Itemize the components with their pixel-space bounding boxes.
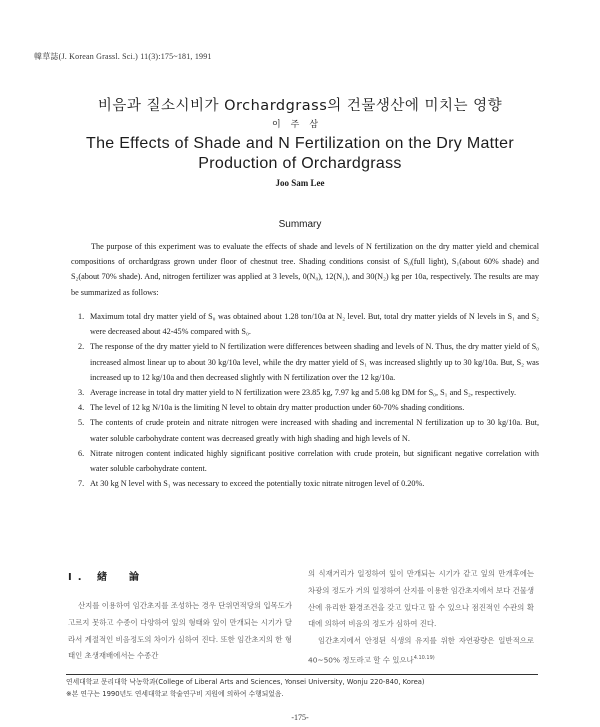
finding-number: 3. [78,388,85,398]
summary-intro: The purpose of this experiment was to evaluate the effects of shade and levels of N fertilization on the dry matter yield and chemical compositions of orchardgrass grown under floor of chestnut tree. Shading conditions consist of S₀(full light), S₁(about 60% shade) and S₂(about 70% shade). And, nitrogen fertilizer was applied at 3 levels, 0(N₀), 12(N₁), and 30(N₂) kg per 10a, respectively. The results are may be summarized as follows: [71,242,539,297]
section-heading-introduction: I. 緖 論 [68,572,146,583]
reference-superscript: 4.10.19) [413,654,435,661]
finding-item [78,309,539,339]
finding-item [78,339,539,385]
footnote [66,676,546,700]
finding-text: Nitrate nitrogen content indicated highly significant positive correlation with crude protein, but significant negative correlation with water soluble carbohydrate content. [90,448,539,474]
korean-title: 비음과 질소시비가 Orchardgrass의 건물생산에 미치는 영향 [97,98,503,114]
english-author: Joo Sam Lee [275,178,325,188]
finding-text: The response of the dry matter yield to N fertilization were differences between shading and levels of N. Thus, the dry matter yield of S₀ increased almost linear up to about 30 kg/10a level, while the dry matter yield of S₁ was increased slightly up to 30 kg/10a. But, S₂ was increased up to 12 kg/10a and then decreased slightly with N fertilization over the 12 kg/10a. [90,342,539,382]
finding-number: 1. [78,312,85,321]
affiliation-footnote: 연세대학교 문리대학 낙농학과(College of Liberal Arts and Sciences, Yonsei University, Wonju 220-840, Korea) [66,678,425,686]
finding-number: 6. [78,448,85,458]
summary-heading: Summary [278,219,322,230]
korean-author: 이주삼 [271,120,329,130]
english-title-line-1: The Effects of Shade and N Fertilization on the Dry Matter [86,135,514,152]
finding-item [78,476,539,491]
findings-list [78,309,539,491]
finding-item [78,446,539,476]
finding-text: Average increase in total dry matter yield to N fertilization were 23.85 kg, 7.97 kg and 5.08 kg DM for S₀, S₁ and S₂, respectively. [90,388,517,398]
english-title [30,134,570,174]
finding-number: 7. [78,479,85,489]
finding-number: 4. [78,403,85,413]
footnote-divider [66,674,538,675]
introduction-right-column [308,566,534,669]
introduction-left-column: 산지를 이용하여 임간초지를 조성하는 경우 단위면적당의 입목도가 고르지 못하고 수종이 다양하여 잎의 형태와 잎이 만개되는 시기가 달라서 계절적인 비음정도의 차이가 심하여 진다. 또한 임간초지의 한 형태인 초생재배에서는 수종간 [68,601,293,661]
journal-citation: 韓草誌(J. Korean Grassl. Sci.) 11(3):175~181, 1991 [34,52,212,61]
finding-text: At 30 kg N level with S₁ was necessary to exceed the potentially toxic nitrate nitrogen level of 0.20%. [90,479,425,489]
finding-number: 2. [78,342,85,352]
page-number: -175- [291,713,309,722]
finding-item [78,415,539,445]
introduction-right-paragraph-2 [308,633,534,669]
english-title-line-2: Production of Orchardgrass [198,155,402,172]
finding-item [78,385,539,400]
paragraph-text: 임간초지에서 안정된 식생의 유지를 위한 자연광량은 일반적으로 40~50% 정도라고 할 수 있으나 [308,636,534,665]
finding-text: The contents of crude protein and nitrate nitrogen were increased with shading and incremental N fertilization up to 30 kg/10a. But, water soluble carbohydrate content was decreased greatly with high shading and high levels of N. [90,418,539,443]
finding-item [78,400,539,415]
funding-footnote: ※본 연구는 1990년도 연세대학교 학술연구비 지원에 의하여 수행되었음. [66,690,284,698]
finding-text: Maximum total dry matter yield of S₀ was obtained about 1.28 ton/10a at N₂ level. But, total dry matter yields of N levels in S₁ and S₂ were decreased about 42-45% compared with S₀. [90,312,539,337]
finding-number: 5. [78,418,85,428]
introduction-right-paragraph-1: 의 식재거리가 일정하여 잎이 만개되는 시기가 같고 잎의 만개후에는 차광의 정도가 거의 일정하여 산지를 이용한 임간초지에서 보다 건물생산에 유리한 환경조건을 갖고 있다고 할 수 있으나 점진적인 수관의 확대에 의하여 비음의 정도가 심하여 진다. [308,569,534,629]
finding-text: The level of 12 kg N/10a is the limiting N level to obtain dry matter production under 60-70% shading conditions. [90,403,465,413]
